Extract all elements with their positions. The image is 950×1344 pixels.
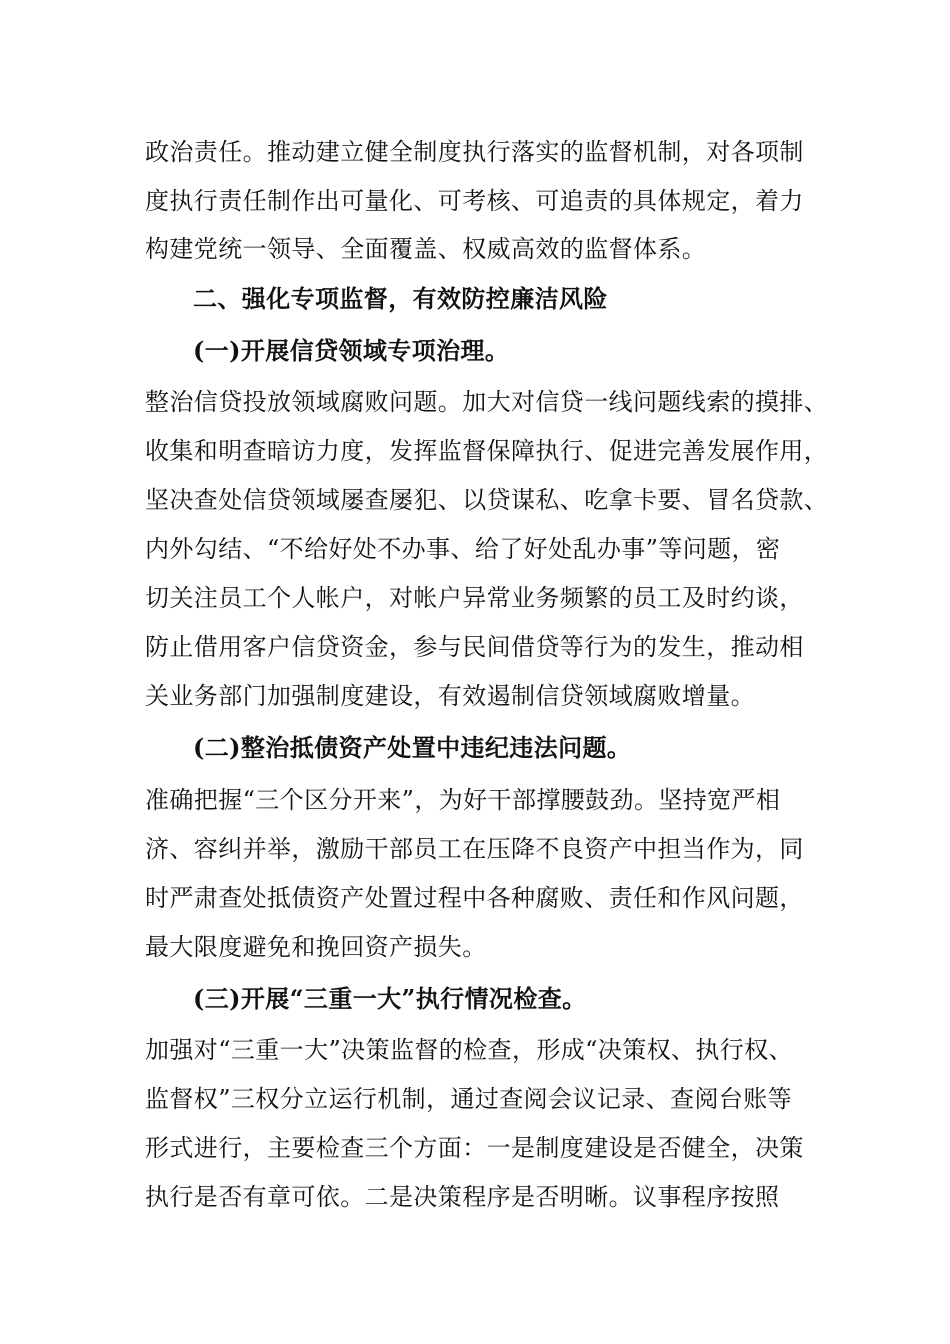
body-text-line: 时严肃查处抵债资产处置过程中各种腐败、责任和作风问题， [145, 884, 804, 912]
body-text-line: 政治责任。推动建立健全制度执行落实的监督机制，对各项制 [145, 138, 804, 166]
body-text-line: 关业务部门加强制度建设，有效遏制信贷领域腐败增量。 [145, 682, 755, 710]
body-text-line: 整治信贷投放领域腐败问题。加大对信贷一线问题线索的摸排、 [145, 388, 829, 416]
body-text-line: 准确把握“三个区分开来”，为好干部撑腰鼓劲。坚持宽严相 [145, 786, 781, 814]
subsection-heading: (一)开展信贷领域专项治理。 [193, 336, 510, 365]
body-text-line: 加强对“三重一大”决策监督的检查，形成“决策权、执行权、 [145, 1036, 794, 1064]
body-text-line: 济、容纠并举，激励干部员工在压降不良资产中担当作为，同 [145, 835, 804, 863]
body-text-line: 防止借用客户信贷资金，参与民间借贷等行为的发生，推动相 [145, 633, 804, 661]
section-heading: 二、强化专项监督，有效防控廉洁风险 [193, 284, 608, 313]
body-text-line: 构建党统一领导、全面覆盖、权威高效的监督体系。 [145, 235, 707, 263]
body-text-line: 收集和明查暗访力度，发挥监督保障执行、促进完善发展作用， [145, 437, 829, 465]
body-text-line: 内外勾结、“不给好处不办事、给了好处乱办事”等问题，密 [145, 535, 781, 563]
body-text-line: 度执行责任制作出可量化、可考核、可追责的具体规定，着力 [145, 187, 804, 215]
body-text-line: 监督权”三权分立运行机制，通过查阅会议记录、查阅台账等 [145, 1085, 793, 1113]
body-text-line: 坚决查处信贷领域屡查屡犯、以贷谋私、吃拿卡要、冒名贷款、 [145, 486, 829, 514]
subsection-heading: (三)开展“三重一大”执行情况检查。 [193, 984, 587, 1013]
body-text-line: 最大限度避免和挽回资产损失。 [145, 933, 487, 961]
body-text-line: 执行是否有章可依。二是决策程序是否明晰。议事程序按照 [145, 1183, 780, 1211]
subsection-heading: (二)整治抵债资产处置中违纪违法问题。 [193, 733, 632, 762]
body-text-line: 形式进行，主要检查三个方面：一是制度建设是否健全，决策 [145, 1134, 804, 1162]
body-text-line: 切关注员工个人帐户，对帐户异常业务频繁的员工及时约谈， [145, 584, 804, 612]
